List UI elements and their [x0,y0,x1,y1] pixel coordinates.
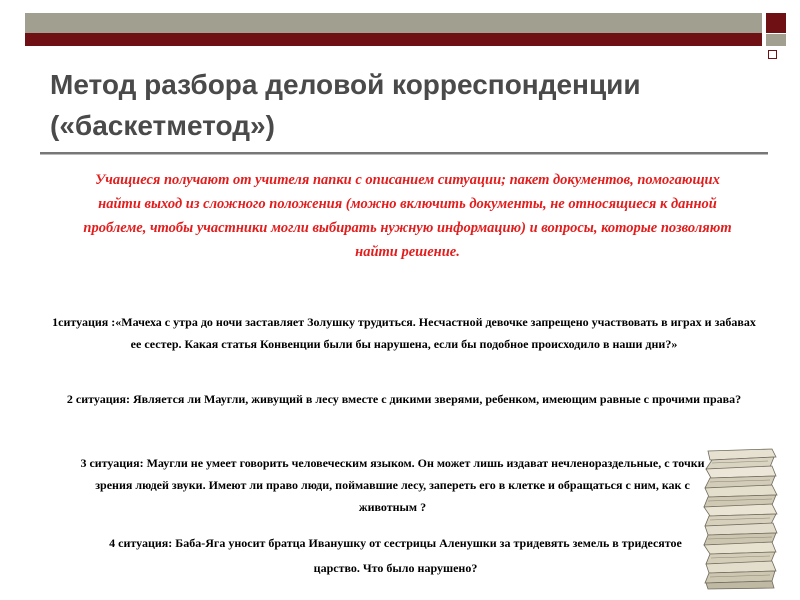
header-bar-red [25,33,762,46]
corner-square-outline [768,50,777,59]
header-bar-gray [25,13,762,33]
intro-text: Учащиеся получают от учителя папки с описанием ситуации; пакет документов, помогающих найти выход из сложного положения (можно включить документы, не относящиеся к данной проблеме, чтобы участники могли выбирать нужную информацию) и вопросы, которые позволяют найти решение. [83,172,732,260]
title-divider [40,152,768,155]
situation-3: 3 ситуация: Маугли не умеет говорить человеческим языком. Он может лишь издават нечленораздельные, с точки зрения людей звуки. Имеют ли право люди, поймавшие лесу, запереть его в клетке и обращаться с ним, как с животным ? [80,456,705,514]
situation-2: 2 ситуация: Является ли Маугли, живущий в лесу вместе с дикими зверями, ребенком, имеющим равные с прочими права? [66,392,742,406]
paper-stack-icon [702,447,778,590]
corner-square-red [766,13,786,33]
corner-square-gray [766,34,786,46]
slide-title: Метод разбора деловой корреспонденции («баскетметод») [50,69,641,141]
situation-4: 4 ситуация: Баба-Яга уносит братца Иванушку от сестрицы Аленушки за тридевять земель в тридесятое царство. Что было нарушено? [109,536,682,575]
situation-1: 1ситуация :«Мачеха с утра до ночи заставляет Золушку трудиться. Несчастной девочке запрещено участвовать в играх и забавах ее сестер. Какая статья Конвенции были бы нарушена, если бы подобное происходило в наши дни?» [52,315,756,351]
